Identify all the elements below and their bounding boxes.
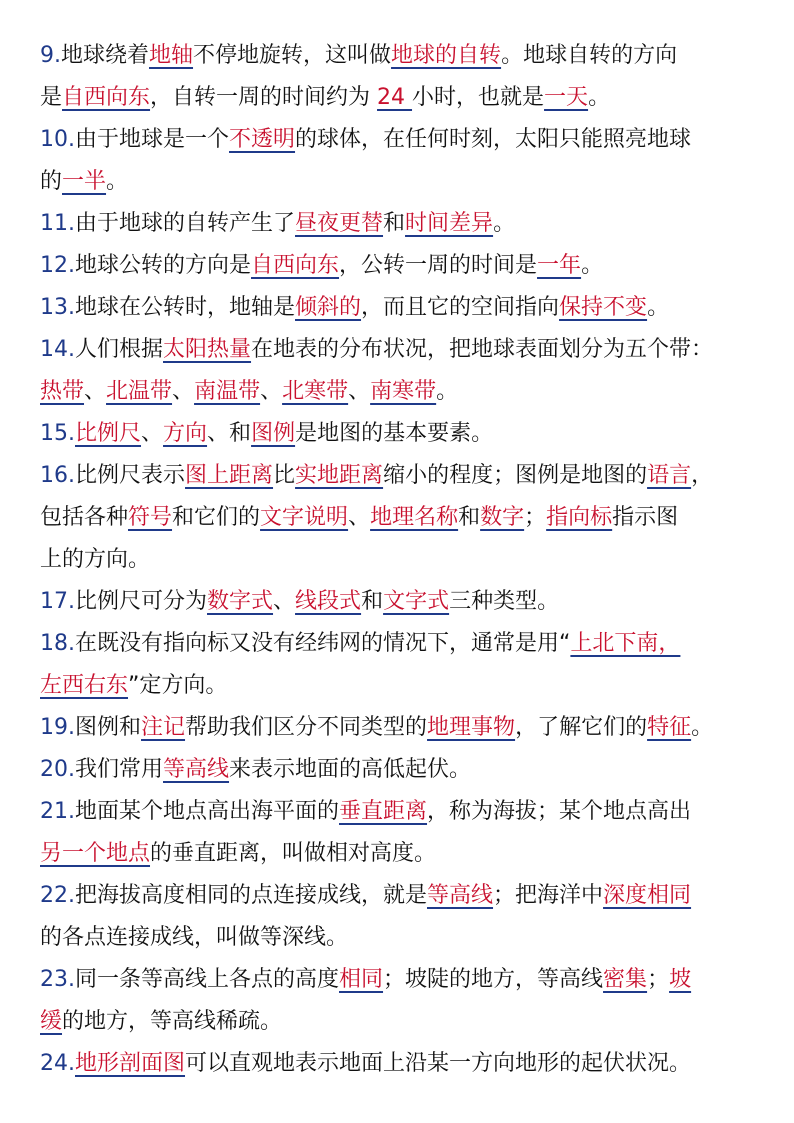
answer-fill: 注记 bbox=[141, 715, 186, 740]
answer-fill: 比例尺 bbox=[75, 421, 142, 446]
statement-text: 、 bbox=[348, 379, 371, 404]
item-number: 15. bbox=[40, 421, 75, 446]
statement-text: 、 bbox=[172, 379, 195, 404]
text-line bbox=[40, 838, 768, 870]
item-number: 14. bbox=[40, 337, 75, 362]
statement-text: ， bbox=[691, 463, 714, 488]
text-line bbox=[40, 628, 768, 660]
answer-fill: 一年 bbox=[537, 253, 582, 278]
statement-text: 图例和 bbox=[75, 715, 142, 740]
item-number: 9. bbox=[40, 43, 61, 68]
answer-fill: 上北下南， bbox=[570, 631, 681, 656]
statement-text: 不停地旋转，这叫做 bbox=[193, 43, 392, 68]
text-line bbox=[40, 754, 768, 786]
statement-text: 来表示地面的高低起伏。 bbox=[229, 757, 472, 782]
text-line bbox=[40, 40, 768, 72]
statement-text: ，了解它们的 bbox=[515, 715, 648, 740]
statement-text: 。地球自转的方向 bbox=[501, 43, 678, 68]
statement-text: 、 bbox=[141, 421, 164, 446]
statement-text: 由于地球的自转产生了 bbox=[75, 211, 296, 236]
statement-text: 把海拔高度相同的点连接成线，就是 bbox=[75, 883, 428, 908]
text-line bbox=[40, 250, 768, 282]
answer-fill: 热带 bbox=[40, 379, 85, 404]
statement-text: ，自转一周的时间约为 bbox=[150, 85, 378, 110]
statement-text: 的各点连接成线，叫做等深线。 bbox=[40, 925, 349, 950]
statement-text: 缩小的程度；图例是地图的 bbox=[383, 463, 648, 488]
statement-text: 指示图 bbox=[612, 505, 679, 530]
text-line bbox=[40, 670, 768, 702]
answer-fill: 不透明 bbox=[229, 127, 296, 152]
text-line bbox=[40, 166, 768, 198]
statement-text: 和 bbox=[383, 211, 406, 236]
item-number: 19. bbox=[40, 715, 75, 740]
answer-fill: 特征 bbox=[647, 715, 692, 740]
answer-fill: 昼夜更替 bbox=[295, 211, 384, 236]
statement-text: 上的方向。 bbox=[40, 547, 151, 572]
item-number: 13. bbox=[40, 295, 75, 320]
answer-fill: 线段式 bbox=[295, 589, 362, 614]
statement-text: 由于地球是一个 bbox=[75, 127, 230, 152]
statement-text: 。 bbox=[493, 211, 516, 236]
answer-fill: 倾斜的 bbox=[295, 295, 362, 320]
answer-fill: 一半 bbox=[62, 169, 107, 194]
text-line bbox=[40, 292, 768, 324]
text-line bbox=[40, 796, 768, 828]
answer-fill: 时间差异 bbox=[405, 211, 494, 236]
text-line bbox=[40, 964, 768, 996]
answer-fill: 数字 bbox=[480, 505, 525, 530]
answer-fill: 坡 bbox=[669, 967, 692, 992]
item-number: 17. bbox=[40, 589, 75, 614]
answer-fill: 等高线 bbox=[427, 883, 494, 908]
statement-text: 地球在公转时，地轴是 bbox=[75, 295, 296, 320]
answer-fill: 指向标 bbox=[546, 505, 613, 530]
answer-fill: 图上距离 bbox=[185, 463, 274, 488]
statement-text: 比例尺可分为 bbox=[75, 589, 208, 614]
item-number: 22. bbox=[40, 883, 75, 908]
answer-fill: 保持不变 bbox=[559, 295, 648, 320]
item-number: 16. bbox=[40, 463, 75, 488]
statement-text: ；坡陡的地方，等高线 bbox=[383, 967, 604, 992]
answer-fill: 北寒带 bbox=[282, 379, 349, 404]
text-line bbox=[40, 334, 768, 366]
text-line bbox=[40, 460, 768, 492]
text-line bbox=[40, 1048, 768, 1080]
answer-fill: 24 bbox=[377, 85, 413, 110]
statement-text: 。 bbox=[647, 295, 670, 320]
statement-text: ；把海洋中 bbox=[493, 883, 604, 908]
statement-text: 我们常用 bbox=[75, 757, 164, 782]
answer-fill: 地球的自转 bbox=[391, 43, 502, 68]
text-line bbox=[40, 544, 768, 576]
text-line bbox=[40, 124, 768, 156]
item-number: 10. bbox=[40, 127, 75, 152]
statement-text: 在地表的分布状况，把地球表面划分为五个带： bbox=[251, 337, 714, 362]
answer-fill: 自西向东 bbox=[251, 253, 340, 278]
answer-fill: 深度相同 bbox=[603, 883, 692, 908]
item-number: 21. bbox=[40, 799, 75, 824]
statement-text: 是地图的基本要素。 bbox=[295, 421, 494, 446]
statement-text: 地球公转的方向是 bbox=[75, 253, 252, 278]
item-number: 12. bbox=[40, 253, 75, 278]
answer-fill: 地理事物 bbox=[427, 715, 516, 740]
statement-text: 的垂直距离，叫做相对高度。 bbox=[150, 841, 437, 866]
answer-fill: 缓 bbox=[40, 1009, 63, 1034]
statement-text: ，公转一周的时间是 bbox=[339, 253, 538, 278]
statement-text: 。 bbox=[581, 253, 604, 278]
answer-fill: 文字说明 bbox=[260, 505, 349, 530]
statement-text: 、 bbox=[260, 379, 283, 404]
statement-text: ，称为海拔；某个地点高出 bbox=[427, 799, 692, 824]
answer-fill: 地理名称 bbox=[370, 505, 459, 530]
statement-text: 帮助我们区分不同类型的 bbox=[185, 715, 428, 740]
answer-fill: 方向 bbox=[163, 421, 208, 446]
statement-text: 地球绕着 bbox=[61, 43, 150, 68]
statement-text: ； bbox=[524, 505, 547, 530]
statement-text: 是 bbox=[40, 85, 63, 110]
statement-text: 比例尺表示 bbox=[75, 463, 186, 488]
answer-fill: 实地距离 bbox=[295, 463, 384, 488]
statement-text: 。 bbox=[436, 379, 459, 404]
answer-fill: 南温带 bbox=[194, 379, 261, 404]
statement-text: 包括各种 bbox=[40, 505, 129, 530]
statement-text: 和 bbox=[361, 589, 384, 614]
answer-fill: 密集 bbox=[603, 967, 648, 992]
statement-text: 地面某个地点高出海平面的 bbox=[75, 799, 340, 824]
answer-fill: 南寒带 bbox=[370, 379, 437, 404]
statement-text: 人们根据 bbox=[75, 337, 164, 362]
text-line bbox=[40, 922, 768, 954]
statement-text: ； bbox=[647, 967, 670, 992]
answer-fill: 图例 bbox=[251, 421, 296, 446]
statement-text: 的球体，在任何时刻，太阳只能照亮地球 bbox=[295, 127, 692, 152]
statement-text: 小时，也就是 bbox=[412, 85, 545, 110]
text-line bbox=[40, 712, 768, 744]
item-number: 24. bbox=[40, 1051, 75, 1076]
answer-fill: 自西向东 bbox=[62, 85, 151, 110]
statement-text: 。 bbox=[588, 85, 611, 110]
statement-text: 。 bbox=[691, 715, 714, 740]
answer-fill: 北温带 bbox=[106, 379, 173, 404]
statement-text: 同一条等高线上各点的高度 bbox=[75, 967, 340, 992]
answer-fill: 左西右东 bbox=[40, 673, 129, 698]
item-number: 11. bbox=[40, 211, 75, 236]
text-line bbox=[40, 1006, 768, 1038]
answer-fill: 垂直距离 bbox=[339, 799, 428, 824]
text-line bbox=[40, 586, 768, 618]
text-line bbox=[40, 502, 768, 534]
statement-text: 三种类型。 bbox=[449, 589, 560, 614]
item-number: 18. bbox=[40, 631, 75, 656]
statement-text: 、 bbox=[273, 589, 296, 614]
answer-fill: 一天 bbox=[544, 85, 589, 110]
statement-text: ，而且它的空间指向 bbox=[361, 295, 560, 320]
answer-fill: 等高线 bbox=[163, 757, 230, 782]
answer-fill: 相同 bbox=[339, 967, 384, 992]
text-line bbox=[40, 208, 768, 240]
statement-text: 、 bbox=[84, 379, 107, 404]
statement-text: 、 bbox=[348, 505, 371, 530]
answer-fill: 数字式 bbox=[207, 589, 274, 614]
item-number: 23. bbox=[40, 967, 75, 992]
answer-fill: 文字式 bbox=[383, 589, 450, 614]
answer-fill: 地轴 bbox=[149, 43, 194, 68]
text-line bbox=[40, 880, 768, 912]
statement-text: 、和 bbox=[207, 421, 252, 446]
text-line bbox=[40, 82, 768, 114]
answer-fill: 符号 bbox=[128, 505, 173, 530]
answer-fill: 地形剖面图 bbox=[75, 1051, 186, 1076]
text-line bbox=[40, 376, 768, 408]
text-line bbox=[40, 418, 768, 450]
statement-text: 的地方，等高线稀疏。 bbox=[62, 1009, 283, 1034]
answer-fill: 语言 bbox=[647, 463, 692, 488]
statement-text: 和它们的 bbox=[172, 505, 261, 530]
answer-fill: 另一个地点 bbox=[40, 841, 151, 866]
statement-text: ”定方向。 bbox=[128, 673, 228, 698]
statement-text: 的 bbox=[40, 169, 63, 194]
statement-text: 和 bbox=[458, 505, 481, 530]
statement-text: 在既没有指向标又没有经纬网的情况下，通常是用“ bbox=[75, 631, 571, 656]
statement-text: 可以直观地表示地面上沿某一方向地形的起伏状况。 bbox=[185, 1051, 692, 1076]
statement-text: 。 bbox=[106, 169, 129, 194]
item-number: 20. bbox=[40, 757, 75, 782]
statement-text: 比 bbox=[273, 463, 296, 488]
answer-fill: 太阳热量 bbox=[163, 337, 252, 362]
